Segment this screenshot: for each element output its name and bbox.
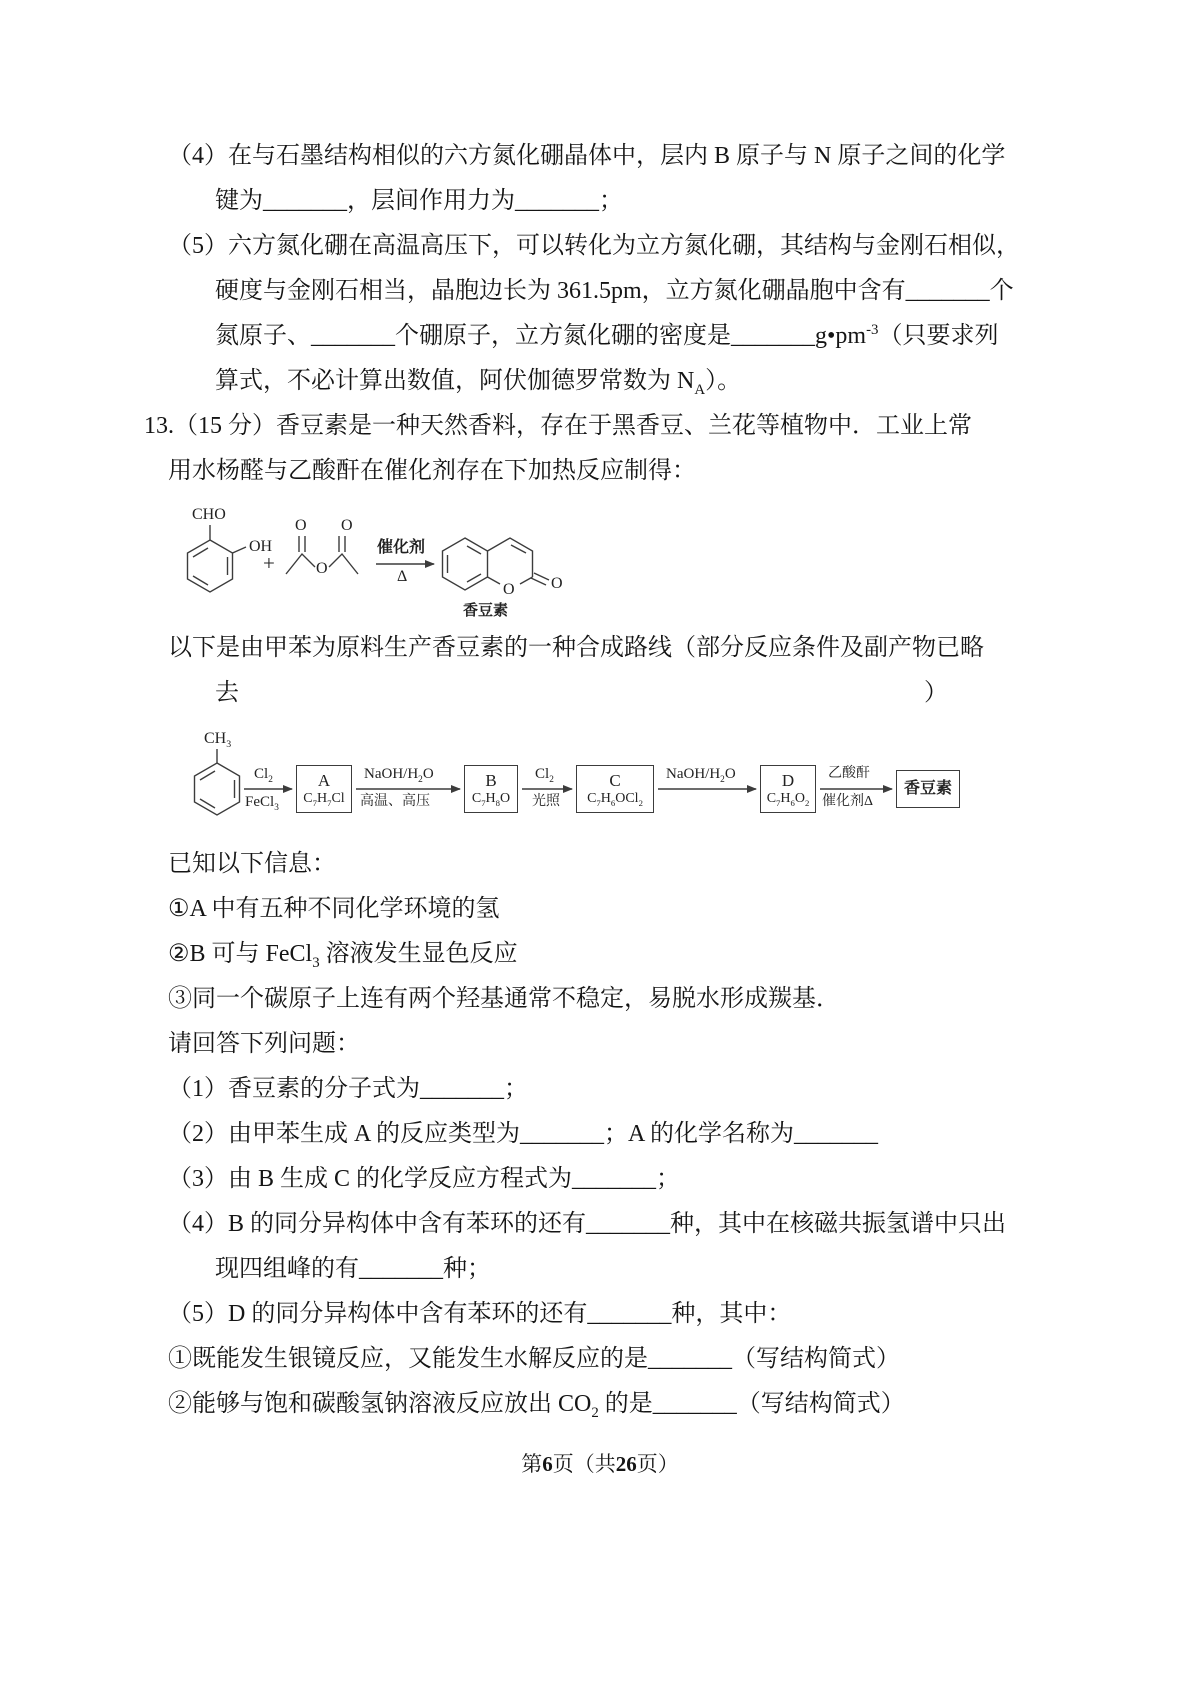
q12-part5-line3: 氮原子、_______个硼原子，立方氮化硼的密度是$\_\_\_\_\_\_\_g•pm^{-3}$（只要求列 (215, 322, 999, 349)
compound-a-box (296, 765, 352, 813)
salicylaldehyde-structure (188, 525, 247, 592)
compound-d-box (760, 765, 816, 813)
footer-seg1: 第 (521, 1452, 543, 1476)
compound-b-formula: $C_7H_8O$ (471, 791, 511, 808)
q13-intro-line2: 用水杨醛与乙酸酐在催化剂存在下加热反应制得： (168, 458, 696, 484)
coumarin-carbonyl-oxygen-label: O (551, 575, 563, 592)
compound-d-letter: D (781, 771, 795, 790)
oh-label: OH (249, 538, 273, 555)
q13-sub4-line1: （4）B 的同分异构体中含有苯环的还有_______种，其中在核磁共振氢谱中只出 (168, 1211, 1007, 1237)
q13-sub5-item2: ②能够与饱和碳酸氢钠溶液反应放出 $CO_2$ 的是_______（写结构简式） (168, 1391, 905, 1421)
footer-seg3: 页） (636, 1452, 679, 1476)
arrow1-reagent-label: $Cl_2$ (254, 766, 273, 785)
known-info-2: ②B 可与 FeCl$_3$ 溶液发生显色反应 (168, 941, 518, 971)
route-close-paren: ） (924, 680, 948, 706)
compound-b-box (464, 765, 518, 813)
route-intro-line2-text: 去 (215, 680, 239, 706)
reaction-structures-svg (170, 502, 600, 624)
coumarin-structure (443, 538, 550, 590)
q12-part4-line1: （4）在与石墨结构相似的六方氮化硼晶体中，层内 B 原子与 N 原子之间的化学 (168, 143, 1006, 169)
anhydride-bridge-oxygen-label: O (316, 560, 328, 577)
route-intro-line2 (168, 671, 1073, 716)
page-content (144, 134, 1073, 1427)
product-label: 香豆素 (903, 780, 952, 797)
arrow4-reagent-label: NaOH/$H_2O$ (666, 766, 736, 785)
arrow5-condition-label: 催化剂Δ (822, 794, 874, 809)
route-intro-line1: 以下是由甲苯为原料生产香豆素的一种合成路线（部分反应条件及副产物已略 (168, 635, 984, 661)
compound-c-letter: C (609, 771, 621, 790)
compound-a-letter: A (317, 771, 331, 790)
arrow1-catalyst-label: FeCl$_3$ (245, 794, 279, 813)
footer-seg2: 页（共 (552, 1452, 616, 1476)
footer-page-number: 6 (542, 1452, 553, 1476)
footer-total-pages: 26 (615, 1452, 637, 1476)
page-footer (0, 1448, 1200, 1478)
plus-sign: + (263, 551, 275, 575)
toluene-structure (195, 749, 240, 815)
synthesis-route-diagram (182, 722, 972, 836)
q13-intro-line1: 13.（15 分）香豆素是一种天然香料，存在于黑香豆、兰花等植物中．工业上常 (144, 413, 972, 439)
q13-sub4-line2: 现四组峰的有_______种； (215, 1256, 491, 1282)
coumarin-product-label: 香豆素 (463, 603, 509, 619)
cho-label: CHO (192, 506, 226, 523)
preparation-reaction-diagram (170, 502, 600, 624)
answer-prompt-title: 请回答下列问题： (168, 1031, 360, 1057)
product-box (896, 770, 960, 808)
q13-sub5: （5）D 的同分异构体中含有苯环的还有_______种，其中： (168, 1301, 792, 1327)
arrow2-reagent-label: NaOH/$H_2O$ (364, 766, 434, 785)
compound-c-formula: $C_7H_6OCl_2$ (587, 791, 643, 808)
known-info-1: ①A 中有五种不同化学环境的氢 (168, 896, 500, 922)
arrow3-reagent-label: $Cl_2$ (535, 766, 554, 785)
q12-part5-line4: 算式，不必计算出数值，阿伏伽德罗常数为 $N_A$）。 (215, 368, 742, 398)
q12-part5-line1: （5）六方氮化硼在高温高压下，可以转化为立方氮化硼，其结构与金刚石相似， (168, 233, 1020, 259)
anhydride-oxygen1-label: O (295, 517, 307, 534)
compound-a-formula: $C_7H_7Cl$ (303, 791, 345, 808)
q13-sub3: （3）由 B 生成 C 的化学反应方程式为_______； (168, 1166, 681, 1192)
arrow2-condition-label: 高温、高压 (360, 794, 430, 809)
toluene-ch3-label: $CH_3$ (204, 730, 232, 751)
arrow3-condition-label: 光照 (532, 794, 560, 809)
compound-d-formula: $C_7H_6O_2$ (766, 791, 810, 808)
q13-sub1: （1）香豆素的分子式为_______； (168, 1076, 528, 1102)
q12-part4-line2: 键为_______，层间作用力为_______； (215, 188, 623, 214)
q13-sub5-item1: ①既能发生银镜反应，又能发生水解反应的是_______（写结构简式） (168, 1346, 900, 1372)
anhydride-oxygen2-label: O (341, 517, 353, 534)
known-info-3: ③同一个碳原子上连有两个羟基通常不稳定，易脱水形成羰基． (168, 986, 840, 1012)
q13-sub2: （2）由甲苯生成 A 的反应类型为_______；A 的化学名称为_______ (168, 1121, 879, 1147)
catalyst-condition-label: 催化剂 (377, 539, 426, 556)
arrow5-reagent-label: 乙酸酐 (828, 766, 870, 781)
compound-c-box (576, 765, 654, 813)
q12-part5-line2: 硬度与金刚石相当，晶胞边长为 361.5pm，立方氮化硼晶胞中含有_______个 (215, 278, 1014, 304)
coumarin-ring-oxygen-label: O (503, 581, 515, 598)
delta-condition-label: Δ (397, 568, 408, 585)
known-info-title: 已知以下信息： (168, 851, 336, 877)
compound-b-letter: B (485, 771, 497, 790)
